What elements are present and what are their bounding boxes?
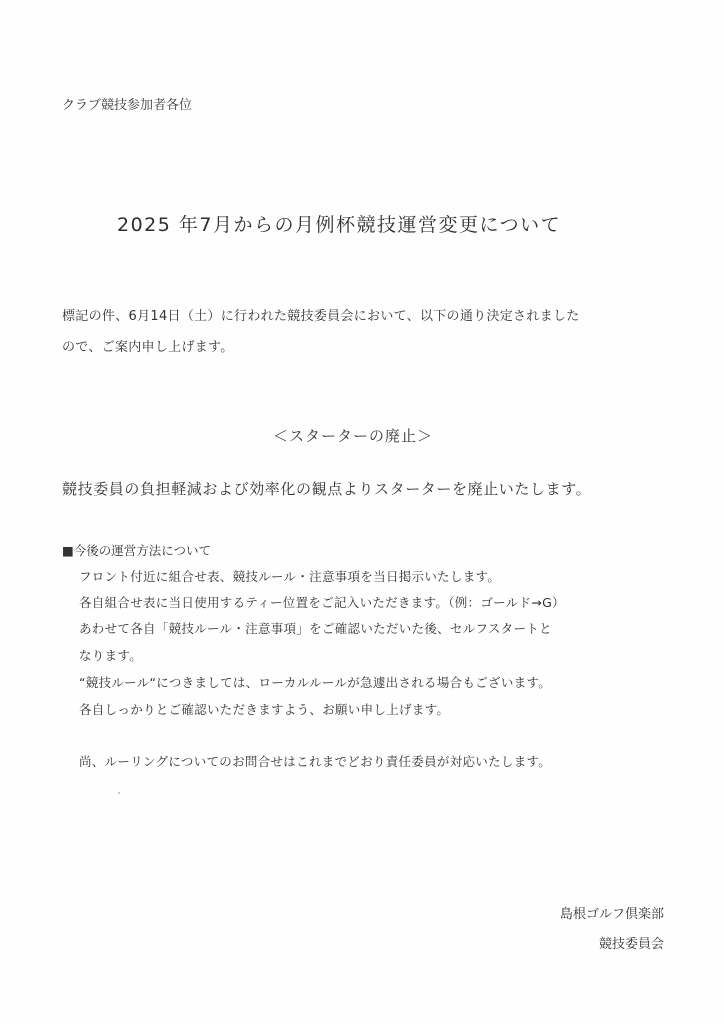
body-line: “競技ルール“につきましては、ローカルルールが急遽出される場合もございます。: [79, 675, 552, 690]
addressee: クラブ競技参加者各位: [62, 98, 193, 113]
intro-line-1: 標記の件、6月14日（土）に行われた競技委員会において、以下の通り決定されました: [62, 309, 580, 324]
intro-line-2: ので、ご案内申し上げます。: [62, 340, 234, 355]
body-line: フロント付近に組合せ表、競技ルール・注意事項を当日掲示いたします。: [79, 569, 501, 584]
document-title: 2025 年7月からの月例杯競技運営変更について: [117, 214, 562, 236]
list-heading: ■今後の運営方法について: [62, 543, 212, 558]
body-line: 各自組合せ表に当日使用するティー位置をご記入いただきます。（例：ゴールド→G）: [79, 595, 565, 610]
signature-organization: 島根ゴルフ倶楽部: [559, 907, 664, 922]
body-line: なります。: [79, 648, 143, 663]
main-statement: 競技委員の負担軽減および効率化の観点よりスターターを廃止いたします。: [62, 480, 592, 498]
body-line: 各自しっかりとご確認いただきますよう、お願い申し上げます。: [79, 702, 450, 717]
signature-committee: 競技委員会: [598, 937, 664, 952]
inquiry-note: 尚、ルーリングについてのお問合せはこれまでどおり責任委員が対応いたします。: [79, 754, 552, 769]
section-heading: ＜スターターの廃止＞: [273, 427, 434, 445]
body-line: あわせて各自「競技ルール・注意事項」をご確認いただいた後、セルフスタートと: [79, 621, 552, 636]
scan-speck: [118, 792, 120, 794]
